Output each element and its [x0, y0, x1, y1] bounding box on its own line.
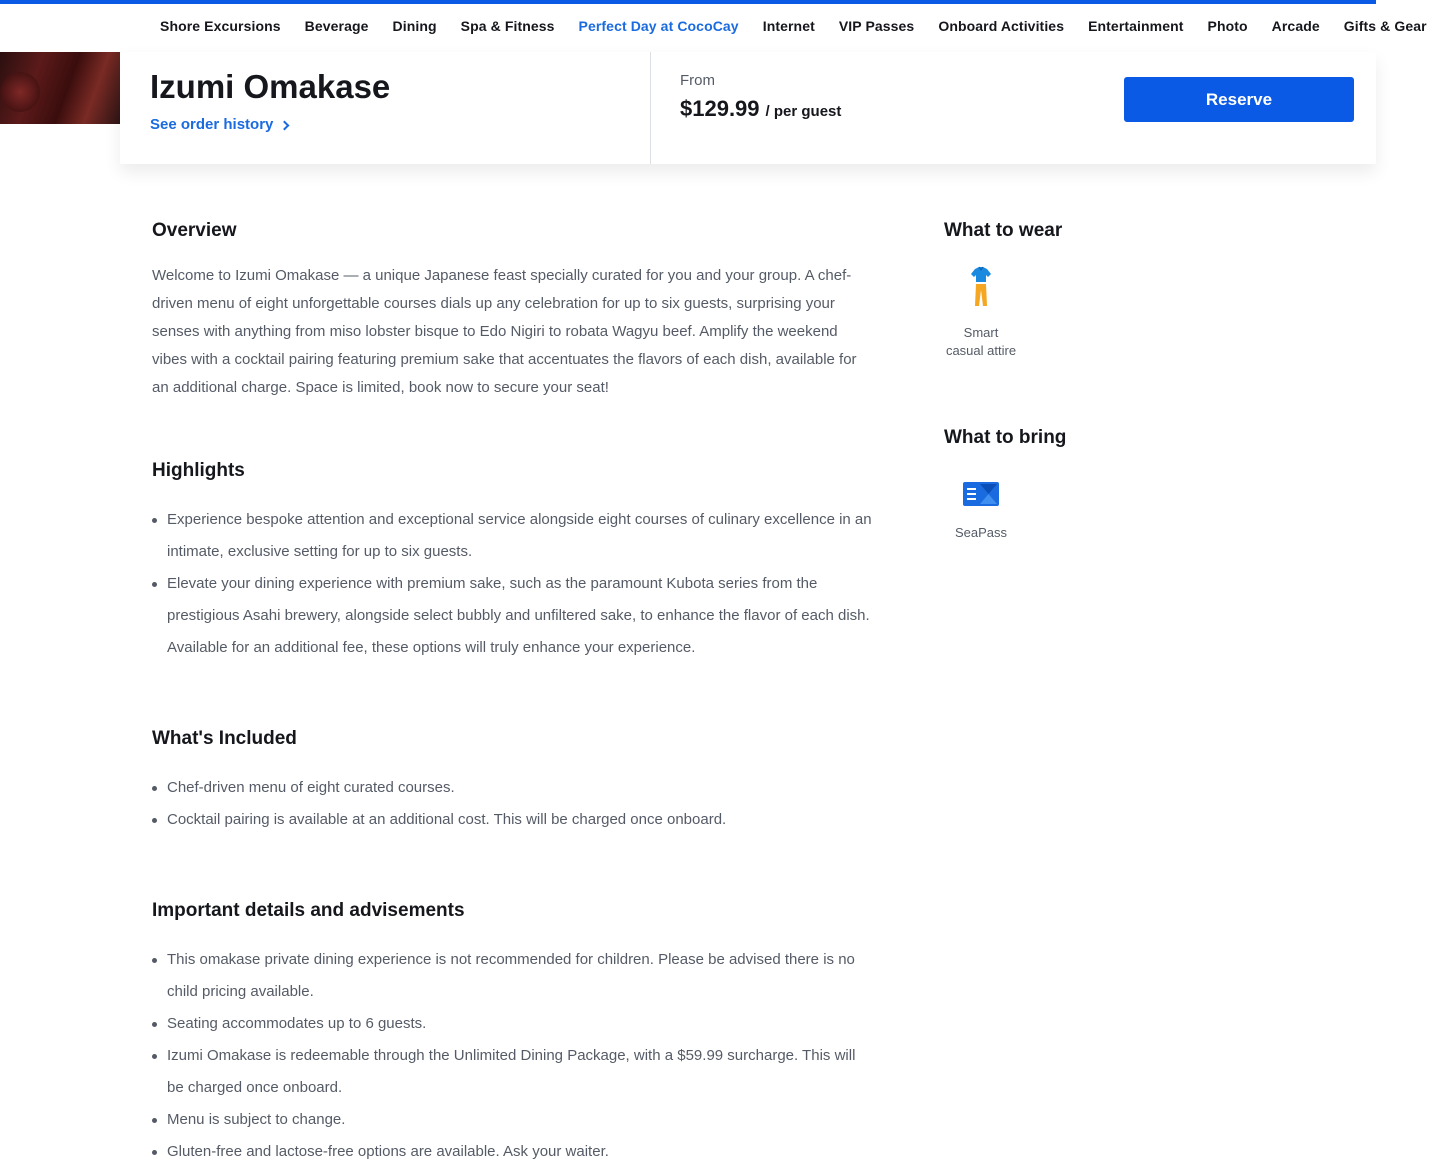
nav-item-spa-fitness[interactable]: Spa & Fitness [460, 18, 555, 34]
nav-item-photo[interactable]: Photo [1207, 18, 1248, 34]
highlights-heading: Highlights [152, 460, 245, 481]
highlights-list [152, 504, 872, 664]
what-to-bring-block [944, 427, 1066, 449]
overview-section [152, 220, 872, 402]
see-order-history-link[interactable] [150, 116, 288, 133]
from-label: From [680, 72, 715, 89]
overview-text: Welcome to Izumi Omakase — a unique Japanese feast specially curated for you and your group. A chef-driven menu of eight unforgettable courses dials up any celebration for up to six guests, surprising your senses with anything from miso lobster bisque to Edo Nigiri to robata Wagyu beef. Amplify the weekend vibes with a cocktail pairing featuring premium sake that accentuates the flavors of each dish, available for an additional charge. Space is limited, book now to secure your seat! [152, 267, 857, 396]
highlights-section [152, 460, 872, 664]
price-value: $129.99 [680, 96, 760, 121]
nav-item-entertainment[interactable]: Entertainment [1088, 18, 1184, 34]
important-details-section [152, 900, 872, 1168]
list-item: Seating accommodates up to 6 guests. [152, 1008, 872, 1040]
seapass-card-icon [963, 482, 999, 506]
smart-casual-label: Smart casual attire [945, 325, 1017, 358]
reserve-button[interactable]: Reserve [1124, 77, 1354, 122]
overview-heading: Overview [152, 220, 237, 241]
what-to-wear-block [944, 220, 1062, 242]
whats-included-section [152, 728, 872, 836]
list-item: Experience bespoke attention and exceptional service alongside eight courses of culinary excellence in an intimate, exclusive setting for up to six guests. [152, 504, 872, 568]
what-to-bring-heading: What to bring [944, 427, 1067, 448]
list-item: Izumi Omakase is redeemable through the Unlimited Dining Package, with a $59.99 surcharge. This will be charged once onboard. [152, 1040, 872, 1104]
nav-item-internet[interactable]: Internet [762, 18, 815, 34]
card-divider [650, 52, 651, 164]
nav-item-onboard-activities[interactable]: Onboard Activities [938, 18, 1065, 34]
nav-item-dining[interactable]: Dining [392, 18, 437, 34]
nav-item-vip-passes[interactable]: VIP Passes [838, 18, 915, 34]
order-link-label: See order history [150, 116, 274, 133]
hero-image [0, 52, 120, 124]
list-item: This omakase private dining experience is not recommended for children. Please be advised there is no child pricing available. [152, 944, 872, 1008]
smart-casual-attire-icon [969, 266, 993, 310]
nav-item-perfect-day-cococay[interactable]: Perfect Day at CocoCay [578, 18, 739, 34]
seapass-label: SeaPass [954, 525, 1008, 540]
list-item: Cocktail pairing is available at an additional cost. This will be charged once onboard. [152, 804, 872, 836]
list-item: Menu is subject to change. [152, 1104, 872, 1136]
nav-item-beverage[interactable]: Beverage [304, 18, 369, 34]
important-details-heading: Important details and advisements [152, 900, 465, 921]
seapass-item [944, 482, 1018, 542]
nav-item-shore-excursions[interactable]: Shore Excursions [160, 18, 281, 34]
page-title: Izumi Omakase [150, 68, 391, 105]
per-guest-label: / per guest [765, 103, 842, 120]
what-to-wear-heading: What to wear [944, 220, 1063, 241]
list-item: Elevate your dining experience with premium sake, such as the paramount Kubota series from the prestigious Asahi brewery, alongside select bubbly and unfiltered sake, to enhance the flavor of each dish. Available for an additional fee, these options will truly enhance your experience. [152, 568, 872, 664]
important-details-list [152, 944, 872, 1168]
whats-included-list [152, 772, 872, 836]
whats-included-heading: What's Included [152, 728, 297, 749]
nav-list [160, 18, 1451, 34]
list-item: Chef-driven menu of eight curated courses. [152, 772, 872, 804]
chevron-right-icon [280, 120, 290, 130]
main-content [152, 220, 872, 1168]
price-row [680, 96, 841, 122]
smart-casual-item [944, 266, 1018, 360]
nav-item-gifts-gear[interactable]: Gifts & Gear [1343, 18, 1427, 34]
top-navigation [0, 4, 1427, 52]
nav-item-arcade[interactable]: Arcade [1271, 18, 1320, 34]
list-item: Gluten-free and lactose-free options are available. Ask your waiter. [152, 1136, 872, 1168]
booking-card [120, 52, 1376, 164]
